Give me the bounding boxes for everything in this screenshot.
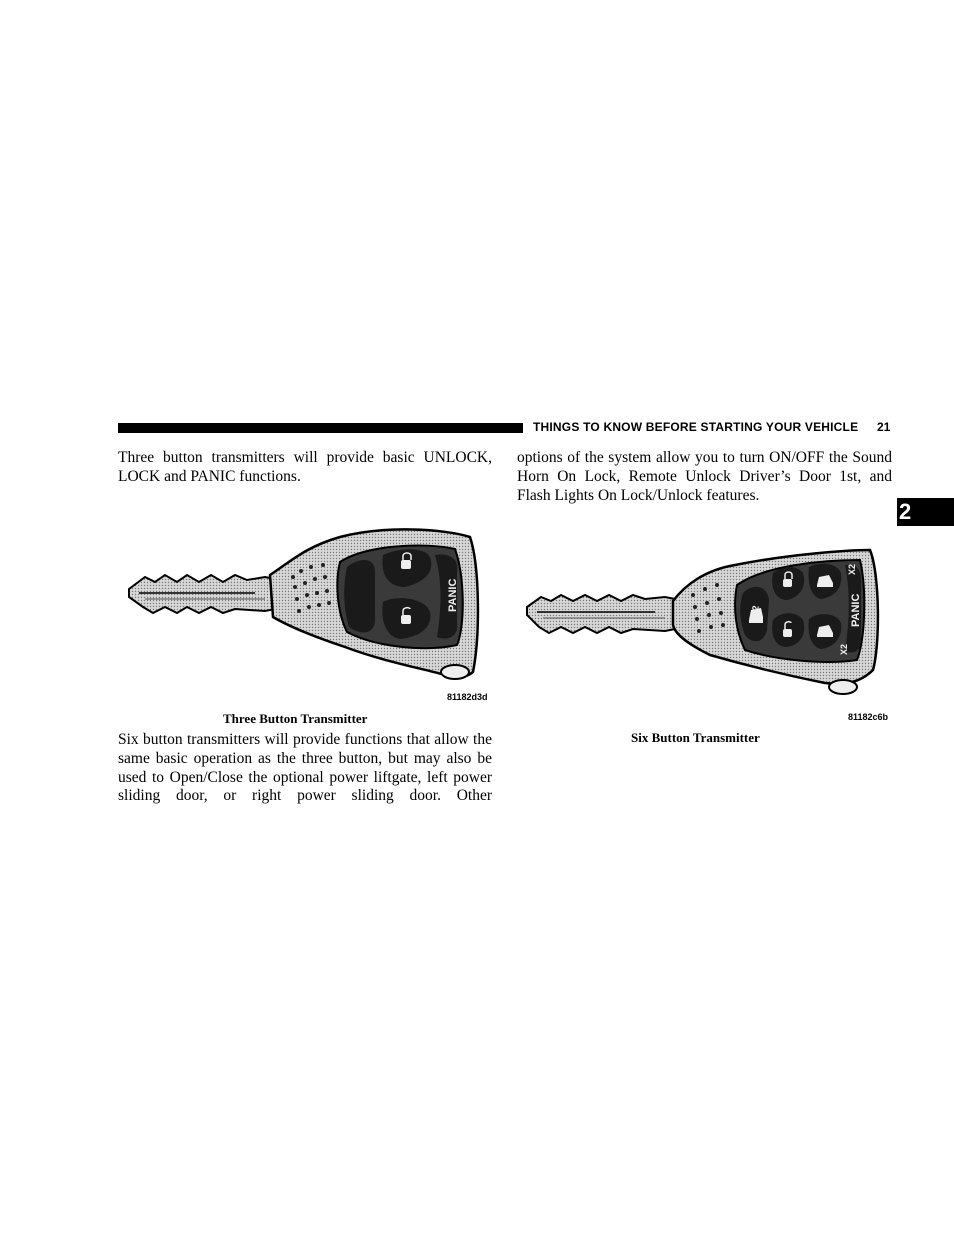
three-button-transmitter-illustration <box>125 527 485 692</box>
unlock-button <box>344 560 375 632</box>
key-blade <box>527 595 675 633</box>
chapter-tab: 2 <box>897 498 954 526</box>
page-number: 21 <box>877 420 891 434</box>
header-rule <box>118 423 523 433</box>
six-button-transmitter-illustration <box>525 545 890 705</box>
caption-six-button: Six Button Transmitter <box>631 730 760 745</box>
x2-label-bottom: X2 <box>839 643 849 655</box>
x2-label-top: X2 <box>847 563 857 575</box>
figure-code-three-button: 81182d3d <box>447 692 488 702</box>
caption-three-button: Three Button Transmitter <box>223 711 368 726</box>
key-blade <box>129 575 275 613</box>
paragraph-three-button: Three button transmitters will provide basic UNLOCK, LOCK and PANIC functions. <box>118 449 492 485</box>
figure-code-six-button: 81182c6b <box>848 712 889 722</box>
x2-label-left: X2 <box>749 604 761 618</box>
running-header-title: THINGS TO KNOW BEFORE STARTING YOUR VEHICLE <box>533 420 859 434</box>
paragraph-six-button: Six button transmitters will provide functions that allow the same basic operation as the three button, but may also be used to Open/Close the optional power liftgate, left power sliding door, or right power sliding door. Other <box>118 731 492 805</box>
panic-label: PANIC <box>850 593 862 627</box>
panic-label: PANIC <box>447 578 459 612</box>
paragraph-options: options of the system allow you to turn ON/OFF the Sound Horn On Lock, Remote Unlock Driver’s Door 1st, and Flash Lights On Lock/Unlock features. <box>517 449 892 504</box>
